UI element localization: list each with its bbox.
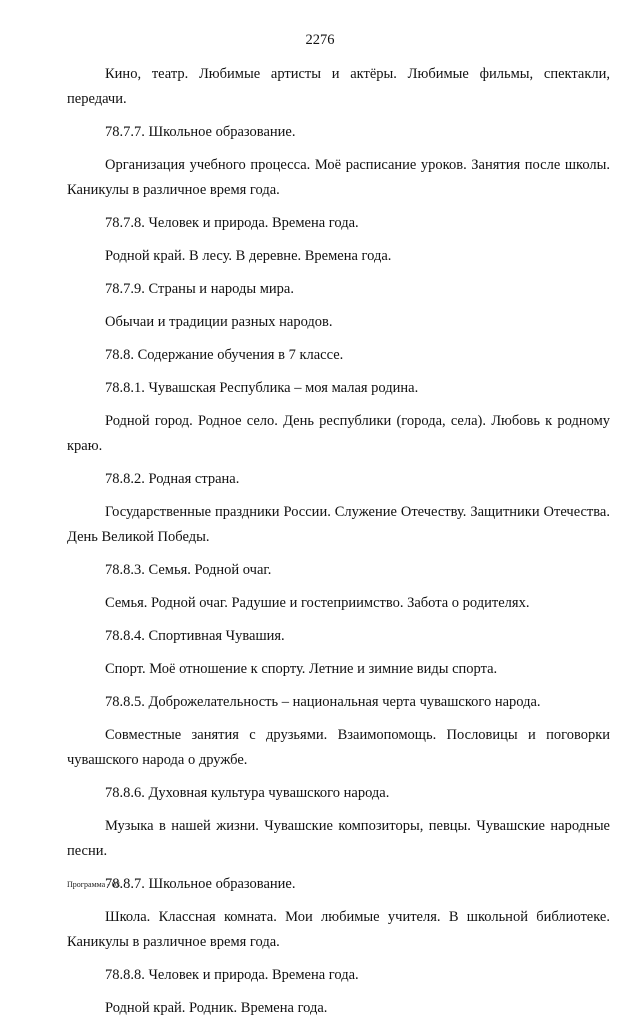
section-heading: 78.7.9. Страны и народы мира. bbox=[105, 281, 294, 297]
section-heading: 78.8.4. Спортивная Чувашия. bbox=[105, 628, 285, 644]
paragraph: Родной край. Родник. Времена года. bbox=[105, 1000, 328, 1016]
section-heading: 78.8. Содержание обучения в 7 классе. bbox=[105, 347, 344, 363]
paragraph: Школа. Классная комната. Мои любимые учителя. В школьной библиотеке. Каникулы в различное время года. bbox=[67, 909, 610, 950]
section-heading: 78.8.6. Духовная культура чувашского народа. bbox=[105, 785, 390, 801]
paragraph: Организация учебного процесса. Моё расписание уроков. Занятия после школы. Каникулы в различное время года. bbox=[67, 157, 610, 198]
section-heading: 78.8.8. Человек и природа. Времена года. bbox=[105, 967, 359, 983]
paragraph: Семья. Родной очаг. Радушие и гостеприимство. Забота о родителях. bbox=[105, 595, 530, 611]
paragraph: Кино, театр. Любимые артисты и актёры. Любимые фильмы, спектакли, передачи. bbox=[67, 66, 610, 107]
document-body bbox=[67, 62, 610, 1029]
paragraph: Государственные праздники России. Служение Отечеству. Защитники Отечества. День Великой Победы. bbox=[67, 504, 610, 545]
section-heading: 78.7.8. Человек и природа. Времена года. bbox=[105, 215, 359, 231]
footer-label: Программа - 03 bbox=[67, 880, 120, 889]
paragraph: Совместные занятия с друзьями. Взаимопомощь. Пословицы и поговорки чувашского народа о дружбе. bbox=[67, 727, 610, 768]
section-heading: 78.8.2. Родная страна. bbox=[105, 471, 240, 487]
section-heading: 78.7.7. Школьное образование. bbox=[105, 124, 296, 140]
page-number: 2276 bbox=[305, 32, 335, 48]
paragraph: Родной край. В лесу. В деревне. Времена года. bbox=[105, 248, 392, 264]
paragraph: Спорт. Моё отношение к спорту. Летние и зимние виды спорта. bbox=[105, 661, 498, 677]
section-heading: 78.8.7. Школьное образование. bbox=[105, 876, 296, 892]
paragraph: Обычаи и традиции разных народов. bbox=[105, 314, 333, 330]
section-heading: 78.8.1. Чувашская Республика – моя малая родина. bbox=[105, 380, 419, 396]
section-heading: 78.8.5. Доброжелательность – национальная черта чувашского народа. bbox=[105, 694, 541, 710]
paragraph: Родной город. Родное село. День республики (города, села). Любовь к родному краю. bbox=[67, 413, 610, 454]
paragraph: Музыка в нашей жизни. Чувашские композиторы, певцы. Чувашские народные песни. bbox=[67, 818, 610, 859]
section-heading: 78.8.3. Семья. Родной очаг. bbox=[105, 562, 272, 578]
